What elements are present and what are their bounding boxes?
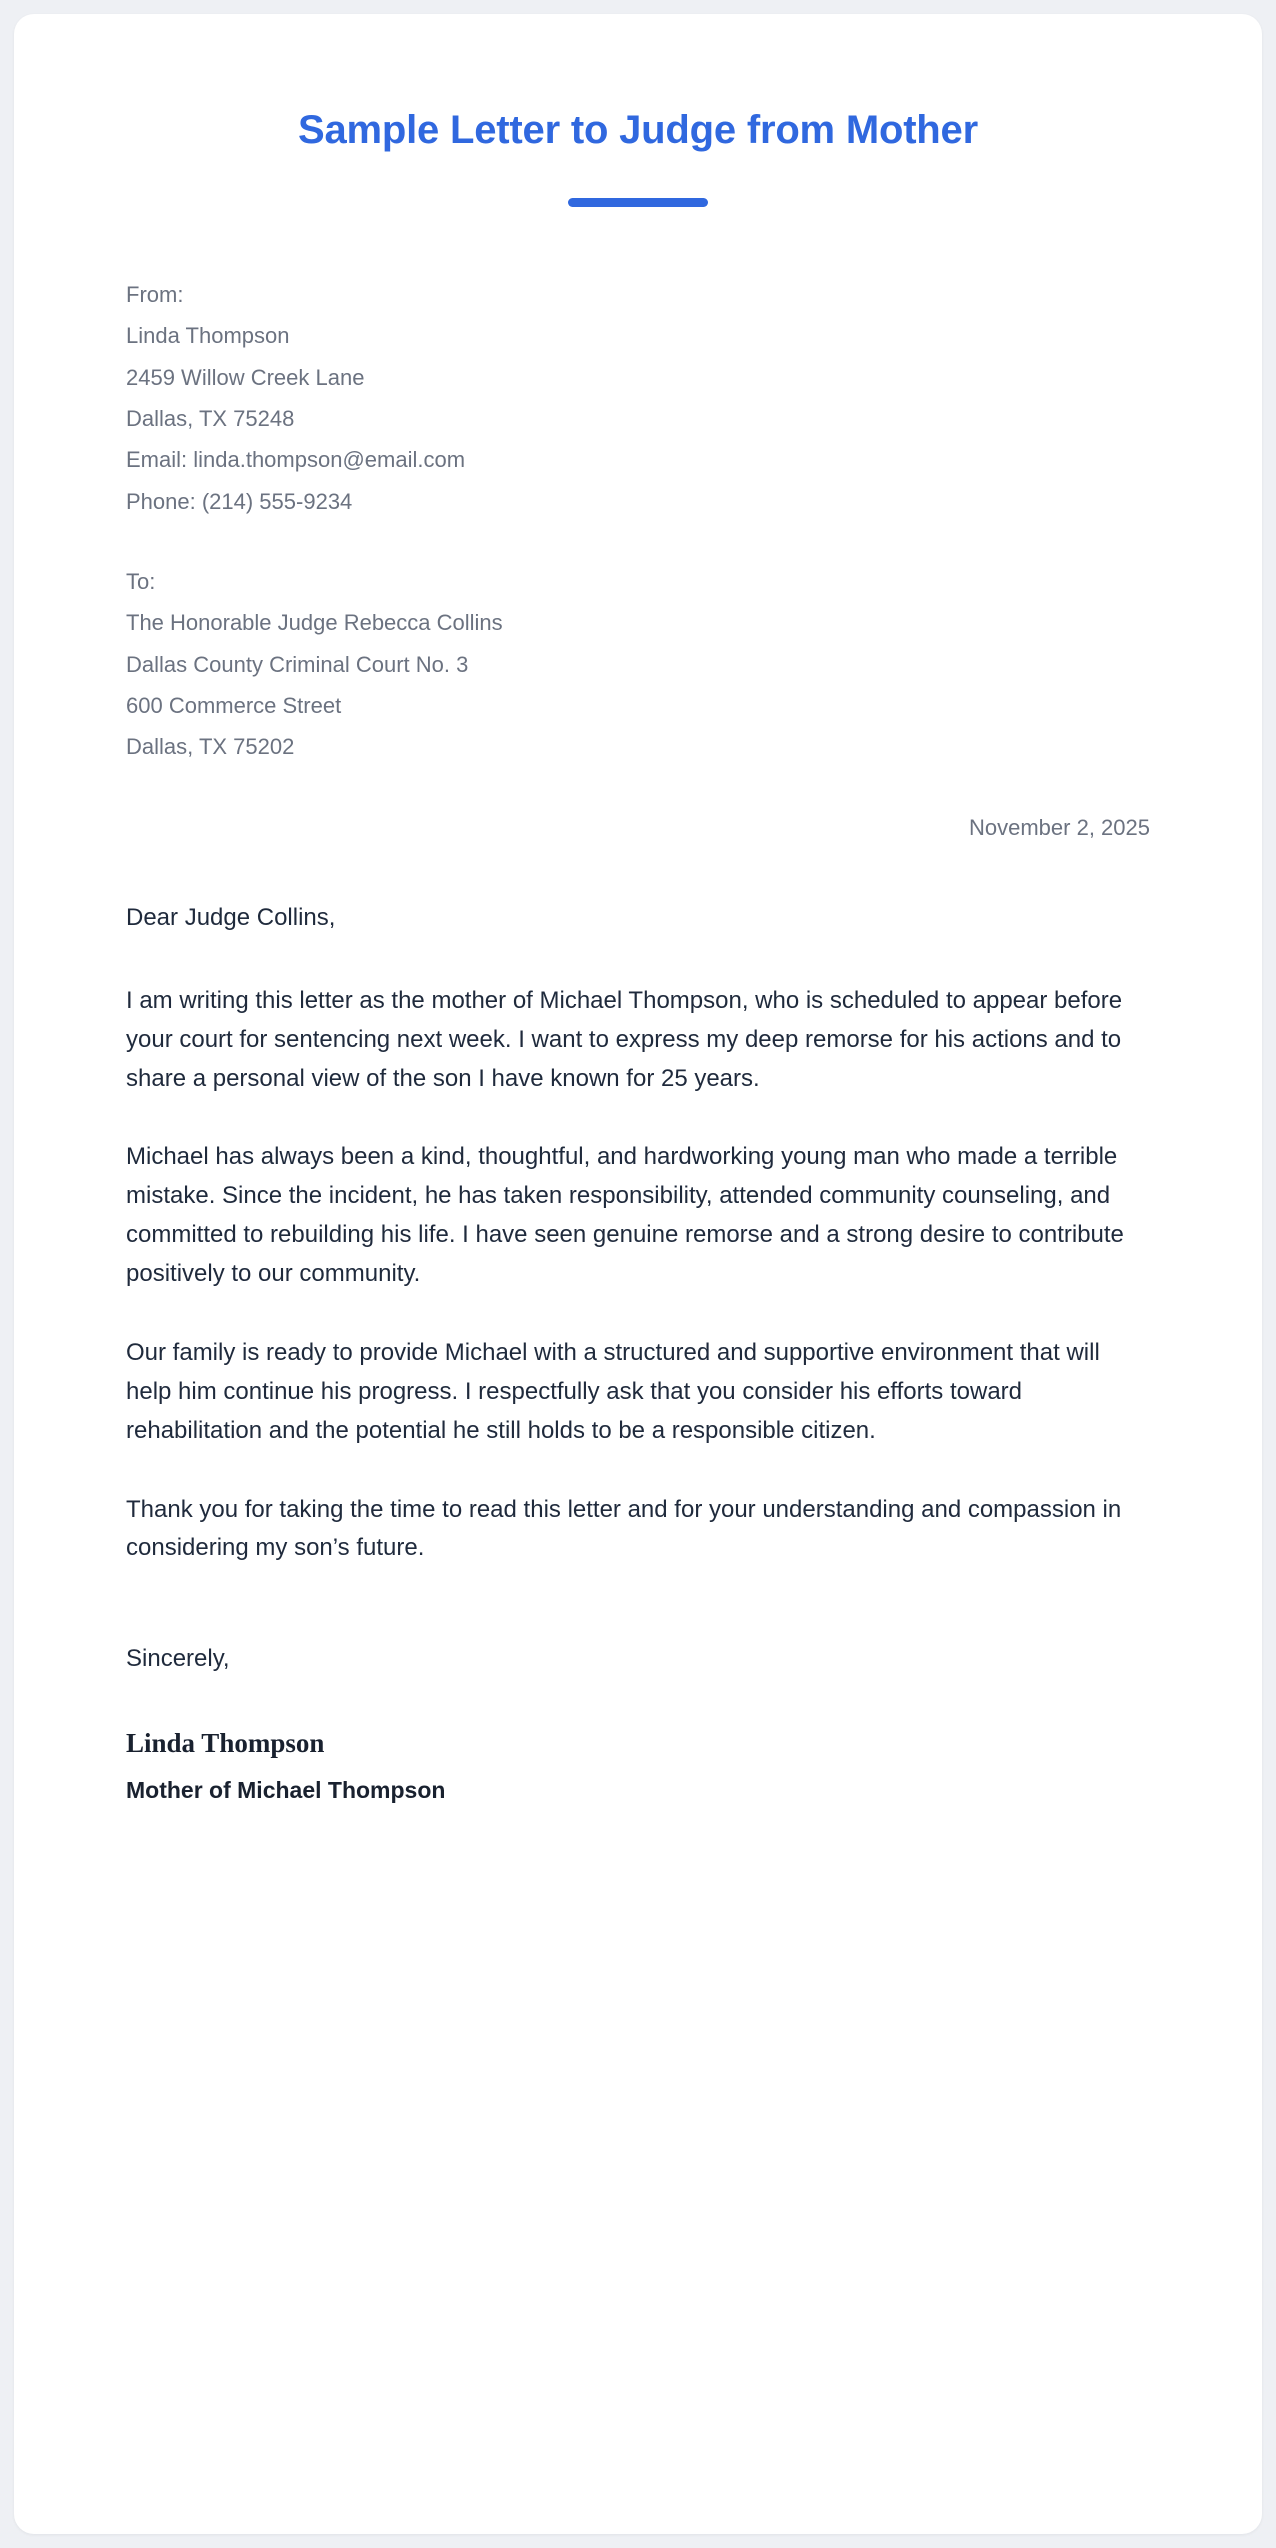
body-paragraph: Our family is ready to provide Michael with a structured and supportive environment that will help him continue his progress. I respectfully ask that you consider his efforts toward rehabilitation and the potential he still holds to be a responsible citizen. — [126, 1338, 1100, 1444]
recipient-city-state-zip: Dallas, TX 75202 — [126, 734, 295, 760]
recipient-court: Dallas County Criminal Court No. 3 — [126, 651, 469, 677]
sender-address-block — [126, 279, 1150, 518]
sender-label: From: — [126, 282, 184, 307]
letter-date: November 2, 2025 — [969, 814, 1150, 840]
signature-closing: Sincerely, — [126, 1645, 230, 1673]
body-paragraph: Thank you for taking the time to read this letter and for your understanding and compassion in considering my son’s future. — [126, 1495, 1122, 1562]
page-title: Sample Letter to Judge from Mother — [298, 108, 978, 152]
sender-city-state-zip: Dallas, TX 75248 — [126, 405, 295, 431]
recipient-address-block — [126, 566, 1150, 764]
title-divider — [568, 198, 708, 207]
body-paragraph: I am writing this letter as the mother of Michael Thompson, who is scheduled to appear before your court for sentencing next week. I want to express my deep remorse for his actions and to share a personal view of the son I have known for 25 years. — [126, 986, 1123, 1092]
sender-name: Linda Thompson — [126, 323, 290, 349]
signature-block — [126, 1640, 1150, 1806]
sender-phone: Phone: (214) 555-9234 — [126, 488, 353, 514]
body-paragraph: Michael has always been a kind, thoughtful, and hardworking young man who made a terrible mistake. Since the incident, he has taken responsibility, attended community counseling, and committed to rebuilding his life. I have seen genuine remorse and a strong desire to contribute positively to our community. — [126, 1143, 1124, 1288]
sender-email: Email: linda.thompson@email.com — [126, 447, 466, 473]
title-divider-row — [126, 198, 1150, 207]
recipient-name: The Honorable Judge Rebecca Collins — [126, 610, 503, 636]
signature-role: Mother of Michael Thompson — [126, 1777, 446, 1804]
recipient-street: 600 Commerce Street — [126, 692, 342, 718]
sender-street: 2459 Willow Creek Lane — [126, 364, 365, 390]
letter-card — [14, 14, 1262, 2534]
signature-name: Linda Thompson — [126, 1727, 325, 1758]
salutation: Dear Judge Collins, — [126, 903, 336, 931]
letter-body — [126, 899, 1150, 1568]
recipient-label: To: — [126, 568, 156, 594]
